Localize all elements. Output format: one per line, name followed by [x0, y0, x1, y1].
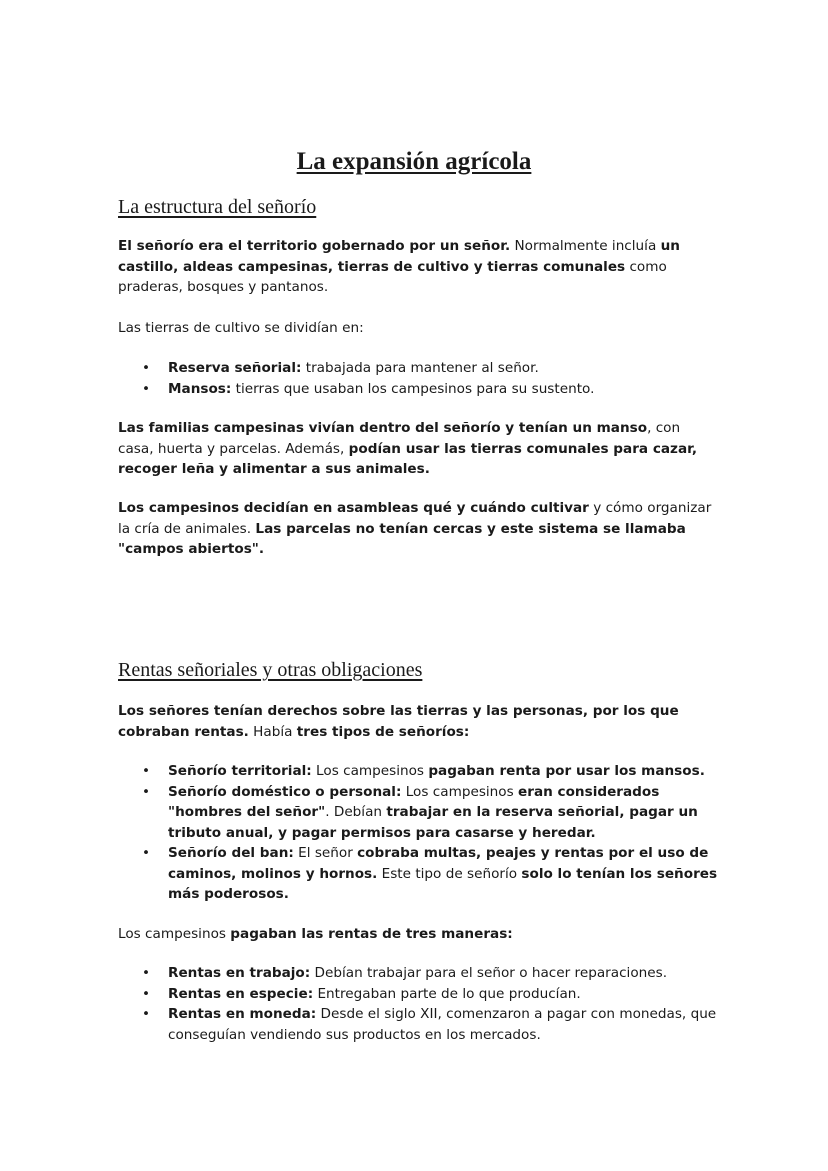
bold-text: un castillo, aldeas campesinas, tierras de cultivo y tierras comunales	[118, 238, 680, 275]
bold-text: cobraba multas, peajes y rentas por el uso de caminos, molinos y hornos.	[168, 845, 709, 882]
bold-text: Señorío del ban:	[168, 845, 294, 861]
bold-text: eran considerados "hombres del señor"	[168, 783, 660, 820]
bold-text: pagaban las rentas de tres maneras:	[230, 926, 513, 942]
paragraph-formas-pago	[118, 924, 718, 945]
text-run: Los campesinos	[401, 783, 519, 800]
bold-text: Los señores tenían derechos sobre las tierras y las personas, por los que cobraban rentas.	[118, 703, 679, 740]
bold-text: pagaban renta por usar los mansos.	[428, 763, 705, 779]
list-item	[118, 761, 718, 782]
list-item	[118, 984, 718, 1005]
text-run: Las tierras de cultivo se dividían en:	[118, 320, 364, 336]
text-run: tierras que usaban los campesinos para su sustento.	[231, 380, 595, 397]
bullet-icon: •	[142, 985, 151, 1002]
text-run: trabajada para mantener al señor.	[301, 360, 539, 376]
paragraph-tierras-cultivo	[118, 318, 718, 339]
bold-text: Las familias campesinas vivían dentro del señorío y tenían un manso	[118, 420, 648, 436]
bold-text: Rentas en especie:	[168, 985, 314, 1002]
text-run: Normalmente incluía	[510, 238, 661, 254]
paragraph-asambleas	[118, 498, 718, 560]
section-heading-rentas: Rentas señoriales y otras obligaciones	[118, 659, 423, 681]
bold-text: Rentas en moneda:	[168, 1006, 317, 1022]
bold-text: Las parcelas no tenían cercas y este sistema se llamaba "campos abiertos".	[118, 520, 686, 557]
bold-text: trabajar en la reserva señorial, pagar un tributo anual, y pagar permisos para casarse y heredar.	[168, 804, 698, 841]
text-run: Entregaban parte de lo que producían.	[313, 985, 581, 1002]
bullet-icon: •	[142, 965, 151, 981]
bold-text: Reserva señorial:	[168, 360, 302, 376]
text-run: como praderas, bosques y pantanos.	[118, 258, 667, 295]
paragraph-senorio-definition	[118, 236, 718, 298]
text-run: Desde el siglo XII, comenzaron a pagar con monedas, que conseguían vendiendo sus productos en los mercados.	[168, 1006, 717, 1043]
bold-text: podían usar las tierras comunales para cazar, recoger leña y alimentar a sus animales.	[118, 440, 698, 477]
paragraph-familias-campesinas	[118, 418, 718, 480]
text-run: Este tipo de señorío	[377, 865, 522, 882]
bullet-icon: •	[142, 380, 151, 397]
text-run: Los campesinos	[311, 763, 429, 779]
list-item	[118, 379, 718, 400]
list-tipos-senorios	[118, 761, 718, 905]
text-run: , con casa, huerta y parcelas. Además,	[118, 420, 681, 457]
section-heading-estructura: La estructura del señorío	[118, 196, 317, 218]
text-run: Había	[248, 723, 297, 740]
text-run: Los campesinos	[118, 926, 231, 942]
list-item	[118, 843, 718, 905]
paragraph-derechos-senores	[118, 701, 718, 742]
bold-text: Rentas en trabajo:	[168, 965, 311, 981]
bold-text: tres tipos de señoríos:	[296, 723, 470, 740]
list-tierras-cultivo	[118, 358, 718, 399]
bullet-icon: •	[142, 1006, 151, 1022]
bullet-icon: •	[142, 845, 151, 861]
list-item	[118, 358, 718, 379]
bullet-icon: •	[142, 360, 151, 376]
bold-text: El señorío era el territorio gobernado por un señor.	[118, 238, 511, 254]
text-run: . Debían	[325, 804, 387, 820]
bold-text: Señorío territorial:	[168, 763, 312, 779]
list-item	[118, 1004, 718, 1045]
text-run: y cómo organizar la cría de animales.	[118, 500, 712, 537]
bold-text: Mansos:	[168, 380, 232, 397]
bold-text: Señorío doméstico o personal:	[168, 783, 402, 800]
text-run: El señor	[293, 845, 358, 861]
bold-text: Los campesinos decidían en asambleas qué y cuándo cultivar	[118, 500, 589, 516]
list-tipos-rentas	[118, 963, 718, 1045]
bold-text: solo lo tenían los señores más poderosos.	[168, 865, 718, 902]
text-run: Debían trabajar para el señor o hacer reparaciones.	[310, 965, 668, 981]
list-item	[118, 963, 718, 984]
list-item	[118, 782, 718, 844]
page-title: La expansión agrícola	[296, 148, 532, 175]
bullet-icon: •	[142, 763, 151, 779]
bullet-icon: •	[142, 783, 151, 800]
